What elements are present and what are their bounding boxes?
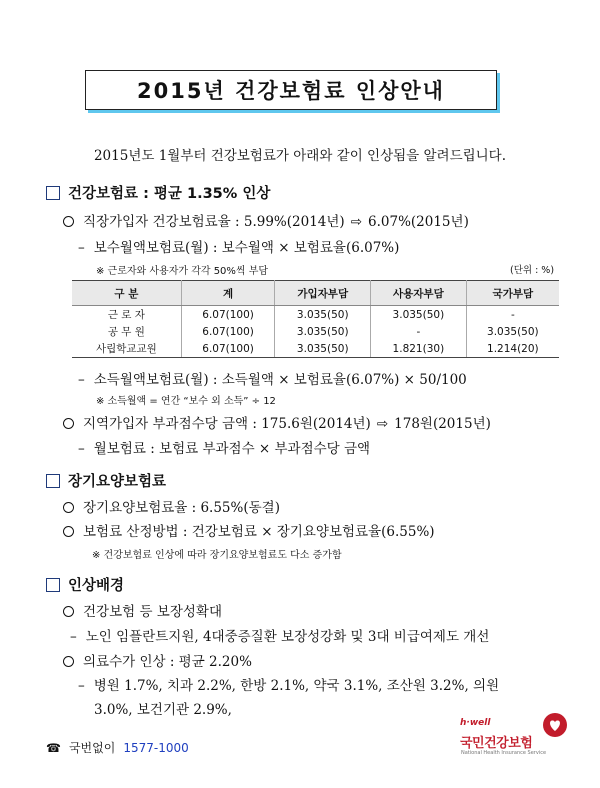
coverage-detail-item	[70, 625, 489, 645]
nhis-logo	[452, 712, 572, 762]
salary-premium-formula: 보수월액보험료(월) : 보수월액 × 보험료율(6.07%)	[93, 240, 400, 256]
logo-name: 국민건강보험	[460, 736, 533, 751]
income-premium-formula: 소득월액보험료(월) : 소득월액 × 보험료율(6.07%) × 50/100	[93, 372, 467, 388]
monthly-premium-item	[78, 437, 370, 457]
care-rate-item	[63, 496, 280, 516]
section-heading: 장기요양보험료	[68, 474, 167, 490]
intro-text: 2015년도 1월부터 건강보험료가 아래와 같이 인상됨을 알려드립니다.	[93, 148, 507, 164]
circle-bullet-icon	[63, 502, 74, 513]
table-cell: 1.214(20)	[466, 340, 559, 358]
section-heading: 건강보험료 : 평균 1.35% 인상	[68, 186, 271, 202]
salary-premium-item	[78, 236, 399, 256]
checkbox-icon	[46, 578, 60, 592]
employee-rate-after: 6.07%(2015년)	[368, 214, 469, 230]
table-cell: 3.035(50)	[371, 306, 467, 324]
dash-bullet-icon: –	[70, 629, 77, 645]
employee-rate-before: 직장가입자 건강보험료율 : 5.99%(2014년)	[83, 214, 345, 230]
arrow-right-icon: ⇨	[350, 214, 363, 230]
phone-label: 국번없이	[68, 741, 116, 755]
phone-number[interactable]: 1577-1000	[123, 740, 189, 755]
circle-bullet-icon	[63, 606, 74, 617]
table-row	[72, 306, 559, 324]
heart-icon	[542, 712, 568, 738]
section-background	[46, 574, 124, 595]
table-header: 계	[181, 281, 275, 306]
phone-icon: ☎	[46, 740, 61, 755]
table-cell: 3.035(50)	[275, 306, 371, 324]
burden-note: ※ 근로자와 사용자가 각각 50%씩 부담	[96, 266, 269, 277]
monthly-premium-formula: 월보험료 : 보험료 부과점수 × 부과점수당 금액	[93, 441, 371, 457]
table-cell: -	[466, 306, 559, 324]
table-header: 가입자부담	[275, 281, 371, 306]
table-cell: 6.07(100)	[181, 323, 275, 340]
table-header-row	[72, 281, 559, 306]
section-heading: 인상배경	[68, 578, 125, 594]
table-cell: 근 로 자	[72, 306, 181, 324]
table-row	[72, 323, 559, 340]
care-method-item	[63, 520, 435, 540]
table-cell: -	[371, 323, 467, 340]
table-cell: 3.035(50)	[466, 323, 559, 340]
arrow-right-icon: ⇨	[376, 416, 389, 432]
dash-bullet-icon: –	[78, 678, 85, 694]
fee-detail-item	[78, 674, 499, 694]
table-row	[72, 340, 559, 358]
income-note: ※ 소득월액 = 연간 “보수 외 소득” ÷ 12	[96, 396, 276, 407]
regional-amount-after: 178원(2015년)	[394, 416, 491, 432]
circle-bullet-icon	[63, 216, 74, 227]
unit-label: (단위 : %)	[510, 265, 555, 276]
table-header: 사용자부담	[371, 281, 467, 306]
care-note: ※ 건강보험료 인상에 따라 장기요양보험료도 다소 증가함	[92, 550, 342, 561]
income-premium-item	[78, 368, 467, 388]
coverage-text: 건강보험 등 보장성확대	[83, 604, 222, 620]
coverage-item	[63, 600, 222, 620]
table-header: 구 분	[72, 281, 181, 306]
dash-bullet-icon: –	[78, 372, 85, 388]
employee-rate-item	[63, 210, 469, 230]
table-cell: 사립학교교원	[72, 340, 181, 358]
logo-tagline: National Health Insurance Service	[461, 750, 547, 756]
table-cell: 6.07(100)	[181, 306, 275, 324]
care-method-text: 보험료 산정방법 : 건강보험료 × 장기요양보험료율(6.55%)	[83, 524, 435, 540]
table-cell: 1.821(30)	[371, 340, 467, 358]
circle-bullet-icon	[63, 418, 74, 429]
circle-bullet-icon	[63, 656, 74, 667]
section-health-insurance	[46, 182, 270, 203]
table-cell: 공 무 원	[72, 323, 181, 340]
care-rate-text: 장기요양보험료율 : 6.55%(동결)	[83, 500, 280, 516]
dash-bullet-icon: –	[78, 441, 85, 457]
regional-amount-before: 지역가입자 부과점수당 금액 : 175.6원(2014년)	[83, 416, 371, 432]
fee-item	[63, 650, 252, 670]
checkbox-icon	[46, 474, 60, 488]
phone-contact	[46, 739, 189, 756]
fee-detail-line2: 3.0%, 보건기관 2.9%,	[94, 702, 232, 718]
rate-table	[72, 280, 559, 358]
table-cell: 3.035(50)	[275, 323, 371, 340]
fee-text: 의료수가 인상 : 평균 2.20%	[83, 654, 252, 670]
table-cell: 3.035(50)	[275, 340, 371, 358]
regional-amount-item	[63, 412, 491, 432]
dash-bullet-icon: –	[78, 240, 85, 256]
checkbox-icon	[46, 186, 60, 200]
section-long-term-care	[46, 470, 166, 491]
title-banner	[85, 70, 503, 116]
table-cell: 6.07(100)	[181, 340, 275, 358]
fee-detail-line1: 병원 1.7%, 치과 2.2%, 한방 2.1%, 약국 3.1%, 조산원 3.2%, 의원	[93, 678, 500, 694]
circle-bullet-icon	[63, 526, 74, 537]
table-header: 국가부담	[466, 281, 559, 306]
logo-brand-small: h·well	[460, 718, 491, 728]
coverage-detail-text: 노인 임플란트지원, 4대중증질환 보장성강화 및 3대 비급여제도 개선	[85, 629, 490, 645]
page-title: 2015년 건강보험료 인상안내	[85, 70, 497, 110]
